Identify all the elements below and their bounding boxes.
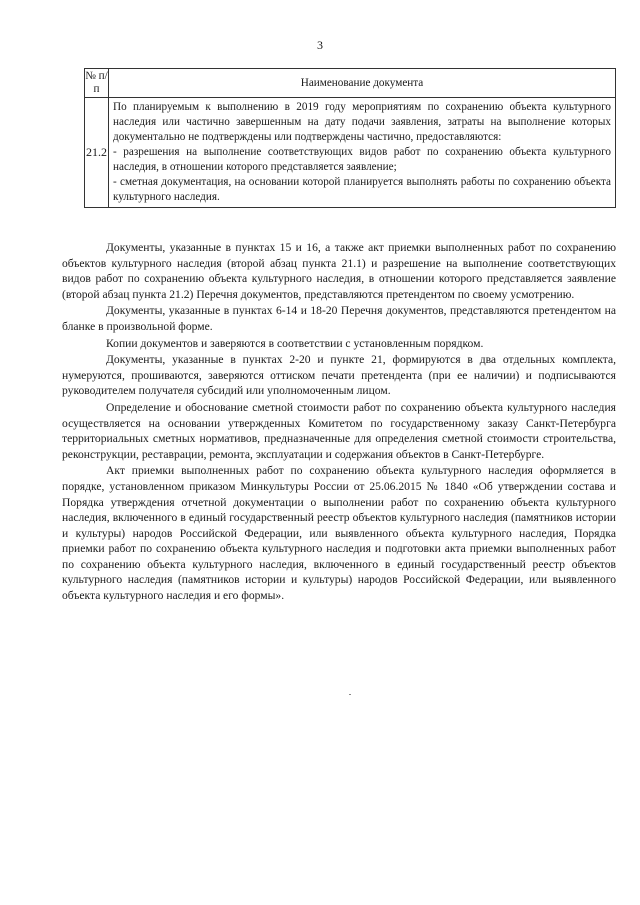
paragraph: Акт приемки выполненных работ по сохранению объекта культурного наследия оформляется в порядке, установленном приказом Минкультуры России от 25.06.2015 № 1840 «Об утверждении состава и Порядка утверждения отчетной документации о выполнении работ по сохранению объекта культурного наследия, включенного в единый государственный реестр объектов культурного наследия (памятников истории и культуры) народов Российской Федерации, или выявленного объекта культурного наследия, Порядка приемки работ по сохранению объекта культурного наследия и подготовки акта приемки выполненных работ по сохранению объекта культурного наследия, включенного в единый государственный реестр объектов культурного наследия (памятников истории и культуры) народов Российской Федерации, или выявленного объекта культурного наследия и его формы». <box>62 464 616 603</box>
body-text <box>62 240 616 605</box>
header-document-name: Наименование документа <box>109 69 616 98</box>
page-number: 3 <box>317 38 323 52</box>
row-paragraph: - разрешения на выполнение соответствующих видов работ по сохранению объекта культурного наследия, в отношении которого представляется заявление; <box>113 146 611 173</box>
paragraph: Документы, указанные в пунктах 6-14 и 18-20 Перечня документов, представляются претендентом на бланке в произвольной форме. <box>62 304 616 333</box>
table-row <box>85 98 616 208</box>
table-header-row <box>85 69 616 98</box>
paragraph: Копии документов и заверяются в соответствии с установленным порядком. <box>106 336 484 350</box>
documents-table <box>84 68 616 208</box>
row-paragraph: - сметная документация, на основании которой планируется выполнять работы по сохранению объекта культурного наследия. <box>113 176 611 203</box>
scan-speck <box>349 694 351 695</box>
paragraph: Документы, указанные в пунктах 2-20 и пункте 21, формируются в два отдельных комплекта, нумеруются, прошиваются, заверяются оттиском печати претендента (при ее наличии) и подписываются руководителем получателя субсидий или уполномоченным лицом. <box>62 353 616 398</box>
row-paragraph: По планируемым к выполнению в 2019 году мероприятиям по сохранению объекта культурного наследия или частично завершенным на дату подачи заявления, затраты на выполнение которых документально не подтверждены или подтверждены частично, предоставляются: <box>113 101 611 143</box>
header-number: № п/п <box>85 69 109 98</box>
paragraph: Документы, указанные в пунктах 15 и 16, а также акт приемки выполненных работ по сохранению объектов культурного наследия (второй абзац пункта 21.1) и разрешение на выполнение соответствующих видов работ по сохранению объекта культурного наследия, в отношении которого представляется заявление (второй абзац пункта 21.2) Перечня документов, представляются претендентом по своему усмотрению. <box>62 241 616 301</box>
row-description <box>109 98 616 208</box>
paragraph: Определение и обоснование сметной стоимости работ по сохранению объекта культурного наследия осуществляется на основании утвержденных Комитетом по государственному заказу Санкт-Петербурга территориальных сметных нормативов, предназначенные для определения сметной стоимости строительства, реконструкции, реставрации, ремонта, эксплуатации и содержания объектов в Санкт-Петербурге. <box>62 400 616 461</box>
row-number: 21.2 <box>85 98 109 208</box>
